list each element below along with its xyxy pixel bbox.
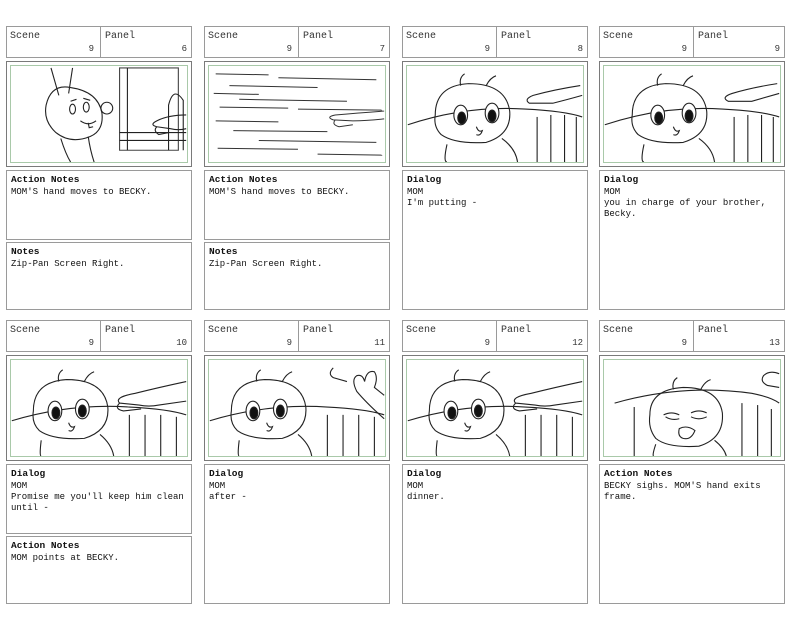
scene-number: 9 [484, 44, 490, 54]
dialog-text: MOM I'm putting - [407, 187, 478, 208]
panel-label: Panel [303, 325, 334, 336]
panel-label: Panel [105, 325, 136, 336]
panel-header [599, 26, 785, 58]
dialog-title: Dialog [604, 174, 639, 185]
scene-label: Scene [208, 31, 239, 42]
panel-header [204, 320, 390, 352]
panel-drawing-becky-worried [406, 65, 584, 163]
dialog-box [402, 464, 588, 604]
panel-header [6, 320, 192, 352]
notes-text: Zip-Pan Screen Right. [209, 259, 323, 269]
panel-number: 11 [374, 338, 385, 348]
panel-drawing-becky-worried [603, 65, 781, 163]
notes-text: BECKY sighs. MOM'S hand exits frame. [604, 481, 761, 502]
panel-frame [6, 61, 192, 167]
notes-box [6, 536, 192, 604]
panel-label: Panel [303, 31, 334, 42]
scene-number: 9 [681, 338, 687, 348]
panel-drawing-rabbit [10, 65, 188, 163]
dialog-box [6, 464, 192, 534]
panel-header [6, 26, 192, 58]
scene-label: Scene [603, 31, 634, 42]
panel-header [599, 320, 785, 352]
notes-title: Action Notes [209, 174, 278, 185]
scene-number: 9 [286, 44, 292, 54]
panel-number: 7 [379, 44, 385, 54]
scene-number: 9 [286, 338, 292, 348]
dialog-box [599, 170, 785, 310]
scene-label: Scene [406, 31, 437, 42]
dialog-text: MOM you in charge of your brother, Becky. [604, 187, 767, 219]
scene-label: Scene [603, 325, 634, 336]
scene-number: 9 [681, 44, 687, 54]
panel-header [402, 320, 588, 352]
notes-text: Zip-Pan Screen Right. [11, 259, 125, 269]
dialog-title: Dialog [407, 468, 442, 479]
panel-number: 13 [769, 338, 780, 348]
panel-label: Panel [501, 31, 532, 42]
panel-number: 9 [774, 44, 780, 54]
dialog-box [402, 170, 588, 310]
notes-box [204, 242, 390, 310]
notes-title: Action Notes [604, 468, 673, 479]
scene-number: 9 [484, 338, 490, 348]
dialog-text: MOM Promise me you'll keep him clean until - [11, 481, 184, 513]
panel-frame [402, 61, 588, 167]
dialog-text: MOM after - [209, 481, 247, 502]
dialog-title: Dialog [209, 468, 244, 479]
scene-label: Scene [10, 31, 41, 42]
panel-number: 6 [181, 44, 187, 54]
panel-drawing-hand-raised [208, 359, 386, 457]
panel-number: 10 [176, 338, 187, 348]
notes-box [6, 242, 192, 310]
panel-header [204, 26, 390, 58]
panel-label: Panel [698, 31, 729, 42]
panel-header [402, 26, 588, 58]
dialog-text: MOM dinner. [407, 481, 445, 502]
panel-drawing-hand-pointing [406, 359, 584, 457]
notes-title: Action Notes [11, 174, 80, 185]
scene-number: 9 [88, 338, 94, 348]
scene-label: Scene [406, 325, 437, 336]
panel-label: Panel [501, 325, 532, 336]
notes-title: Notes [11, 246, 40, 257]
panel-frame [6, 355, 192, 461]
panel-number: 12 [572, 338, 583, 348]
panel-label: Panel [698, 325, 729, 336]
panel-drawing-becky-sighs [603, 359, 781, 457]
panel-frame [204, 355, 390, 461]
notes-text: MOM points at BECKY. [11, 553, 120, 563]
notes-box [204, 170, 390, 240]
panel-label: Panel [105, 31, 136, 42]
notes-title: Notes [209, 246, 238, 257]
panel-drawing-hand-pointing [10, 359, 188, 457]
notes-text: MOM'S hand moves to BECKY. [209, 187, 350, 197]
panel-frame [402, 355, 588, 461]
notes-text: MOM'S hand moves to BECKY. [11, 187, 152, 197]
panel-drawing-speed-lines [208, 65, 386, 163]
notes-box [6, 170, 192, 240]
dialog-title: Dialog [407, 174, 442, 185]
panel-frame [599, 355, 785, 461]
dialog-title: Dialog [11, 468, 46, 479]
dialog-box [204, 464, 390, 604]
scene-number: 9 [88, 44, 94, 54]
notes-box [599, 464, 785, 604]
scene-label: Scene [208, 325, 239, 336]
notes-title: Action Notes [11, 540, 80, 551]
scene-label: Scene [10, 325, 41, 336]
panel-number: 8 [577, 44, 583, 54]
panel-frame [599, 61, 785, 167]
panel-frame [204, 61, 390, 167]
